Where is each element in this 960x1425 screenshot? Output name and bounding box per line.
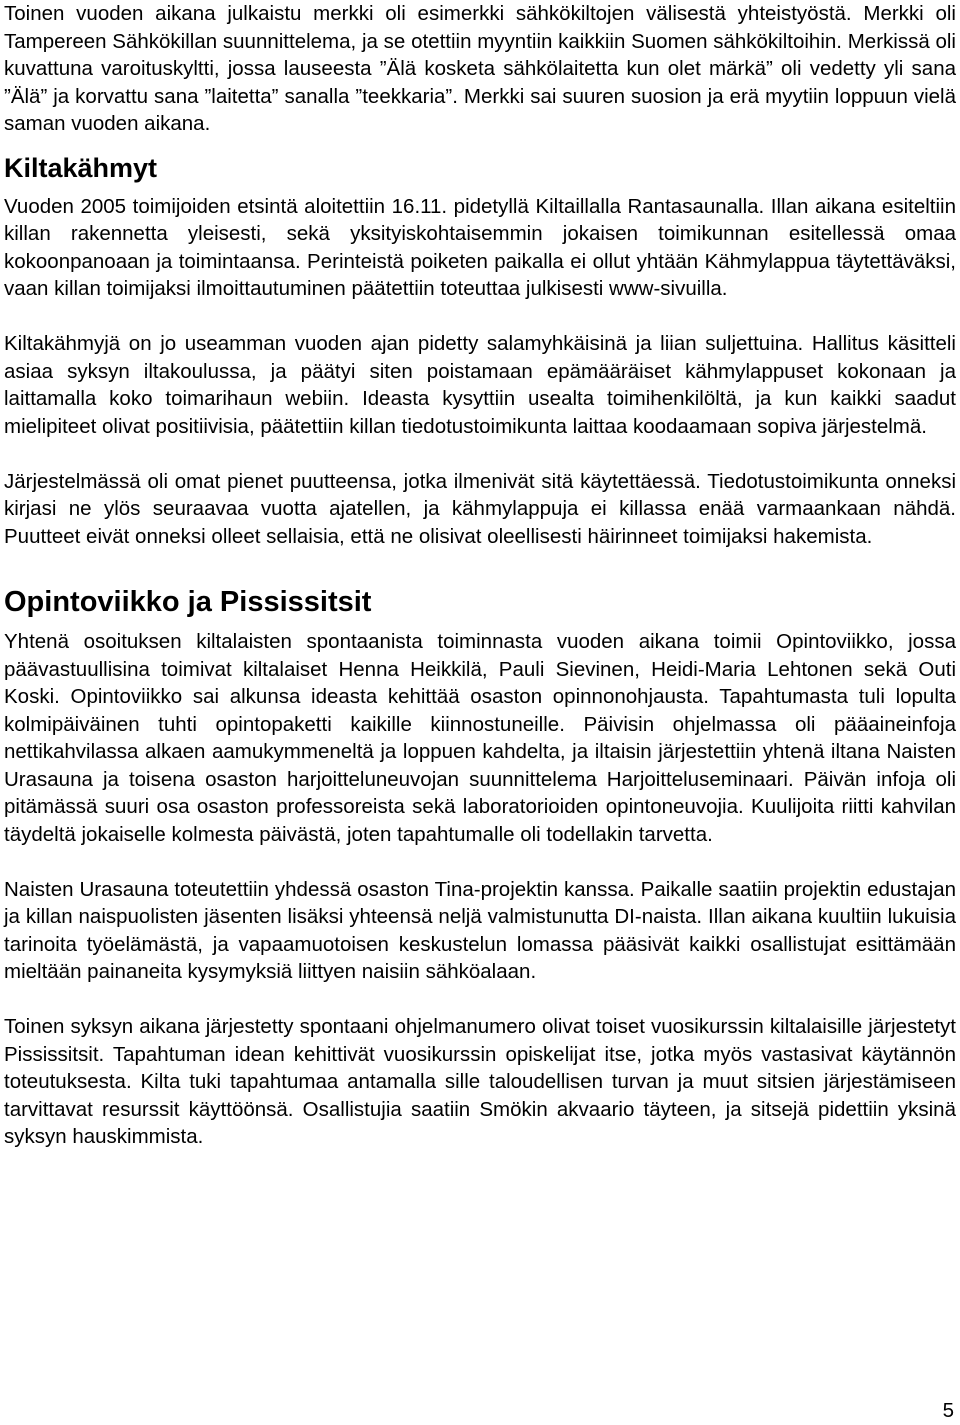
- document-page: [4, 0, 956, 1151]
- kiltakahmyt-paragraph-1: Vuoden 2005 toimijoiden etsintä aloitettiin 16.11. pidetyllä Kiltaillalla Rantasaunalla. Illan aikana esiteltiin killan rakennetta yleisesti, sekä yksityiskohtaisemmin jokaisen toimikunnan esitellessä omaa kokoonpanoaan ja toimintaansa. Perinteistä poiketen paikalla ei ollut yhtään Kähmylappua täytettäväksi, vaan killan toimijaksi ilmoittautuminen päätettiin toteuttaa julkisesti www-sivuilla.: [4, 194, 956, 300]
- intro-paragraph: Toinen vuoden aikana julkaistu merkki oli esimerkki sähkökiltojen välisestä yhteistyöstä. Merkki oli Tampereen Sähkökillan suunnittelema, ja se otettiin myyntiin kaikkiin Suomen sähkökiltoihin. Merkissä oli kuvattuna varoituskyltti, jossa lauseesta ”Älä kosketa sähkölaitetta kun olet märkä” oli vedetty yli sana ”Älä” ja korvattu sana ”laitetta” sanalla ”teekkaria”. Merkki sai suuren suosion ja erä myytiin loppuun vielä saman vuoden aikana.: [4, 2, 956, 135]
- kiltakahmyt-paragraph-3: Järjestelmässä oli omat pienet puutteensa, jotka ilmenivät sitä käytettäessä. Tiedotustoimikunta onneksi kirjasi ne ylös seuraavaa vuotta ajatellen, ja kähmylappuja ei killassa enää varmaankaan nähdä. Puutteet eivät onneksi olleet sellaisia, että ne olisivat oleellisesti häirinneet toimijaksi hakemista.: [4, 469, 956, 548]
- page-number: 5: [942, 1399, 954, 1422]
- section-heading-opintoviikko: Opintoviikko ja Pississitsit: [4, 586, 372, 618]
- opintoviikko-paragraph-3: Toinen syksyn aikana järjestetty spontaani ohjelmanumero olivat toiset vuosikurssin kiltalaisille järjestetyt Pississitsit. Tapahtuman idean kehittivät vuosikurssin opiskelijat itse, jotka myös vastasivat käytännön toteutuksesta. Kilta tuki tapahtumaa antamalla sille taloudellisen turvan ja muut sitsien järjestämiseen tarvittavat resurssit käyttöönsä. Osallistujia saatiin Smökin akvaario täyteen, ja sitsejä pidettiin yksinä syksyn hauskimmista.: [4, 1015, 956, 1148]
- section-heading-kiltakahmyt: Kiltakähmyt: [4, 152, 158, 183]
- opintoviikko-paragraph-2: Naisten Urasauna toteutettiin yhdessä osaston Tina-projektin kanssa. Paikalle saatiin projektin edustajan ja killan naispuolisten jäsenten lisäksi yhteensä neljä valmistunutta DI-naista. Illan aikana kuultiin lukuisia tarinoita työelämästä, ja vapaamuotoisen keskustelun lomassa pääsivät kaikki osallistujat esittämään mieltään painaneita kysymyksiä liittyen naisiin sähköalaan.: [4, 877, 956, 983]
- kiltakahmyt-paragraph-2: Kiltakähmyjä on jo useamman vuoden ajan pidetty salamyhkäisinä ja liian suljettuina. Hallitus käsitteli asiaa syksyn iltakoulussa, ja päätyi siten poistamaan epämääräiset kähmylappuset kokonaan ja laittamalla koko toimarihaun webiin. Ideasta kysyttiin usealta toimihenkilöltä, ja kun kaikki saadut mielipiteet olivat positiivisia, päätettiin killan tiedotustoimikunta laittaa koodaamaan sopiva järjestelmä.: [4, 332, 956, 438]
- opintoviikko-paragraph-1: Yhtenä osoituksen kiltalaisten spontaanista toiminnasta vuoden aikana toimii Opintoviikko, jossa päävastuullisina toimivat kiltalaiset Henna Heikkilä, Pauli Sievinen, Heidi-Maria Lehtonen sekä Outi Koski. Opintoviikko sai alkunsa ideasta kehittää osaston opinnonohjausta. Tapahtumasta tuli lopulta kolmipäiväinen tuhti opintopaketti kaikille kiinnostuneille. Päivisin ohjelmassa oli pääaineinfoja nettikahvilassa alkaen aamukymmeneltä ja loppuen kahdelta, ja iltaisin järjestettiin yhtenä iltana Naisten Urasauna ja toisena osaston harjoitteluneuvojan suunnittelema Harjoitteluseminaari. Päivän infoja oli pitämässä suuri osa osaston professoreista sekä laboratorioiden opintoneuvojia. Kuulijoita riitti kahvilan täydeltä jokaiselle kolmesta päivästä, joten tapahtumalle oli todellakin tarvetta.: [4, 630, 956, 846]
